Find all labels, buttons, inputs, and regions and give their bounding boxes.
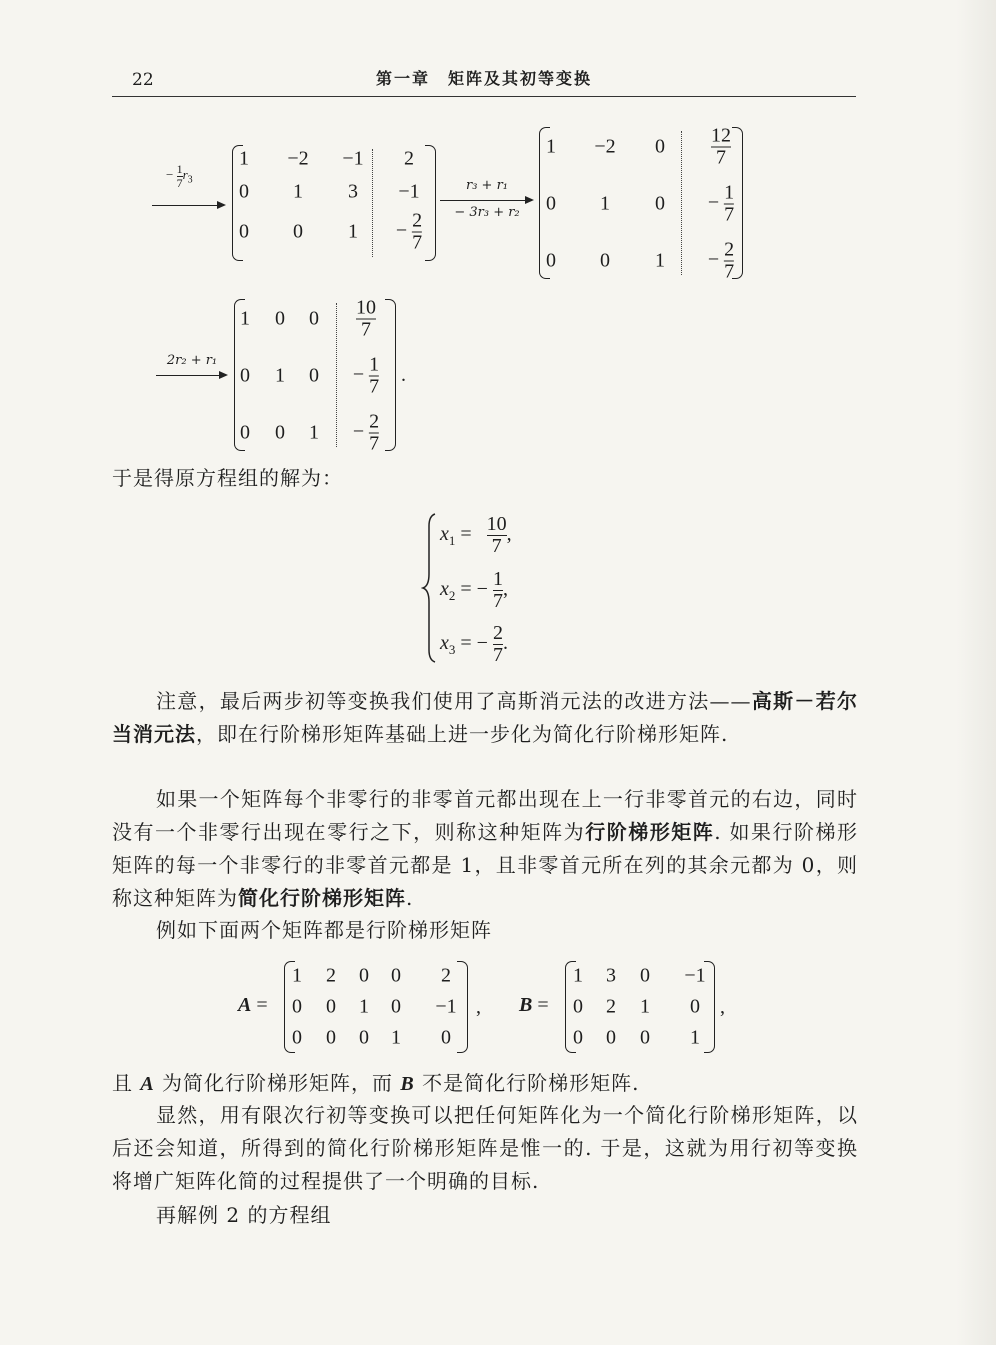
solution-value <box>476 622 503 666</box>
matrix-entry: 0 <box>573 1026 583 1049</box>
matrix-entry: 0 <box>275 421 285 444</box>
solution-value-sign: − <box>476 632 493 655</box>
matrix-entry: 1 <box>391 1026 401 1049</box>
matrix-entry: 0 <box>600 249 610 272</box>
solution-equals: = <box>455 578 477 601</box>
paragraph-A-B <box>112 1067 858 1101</box>
solution-line <box>440 569 508 612</box>
augmented-entry <box>353 412 379 455</box>
matrix-entry: 0 <box>441 1026 451 1049</box>
matrix-entry: 0 <box>309 364 319 387</box>
matrix-entry: 0 <box>640 1026 650 1049</box>
para2-text1: 如果一个矩阵每个非零行的非零首元都出现在上一行非零首元的右边，同时没有一个非零行出现在零行之下，则称这种矩阵为 <box>112 787 858 844</box>
right-bracket <box>385 299 396 451</box>
augmented-entry-num: 2 <box>724 238 735 261</box>
augmented-entry-fraction <box>412 211 422 254</box>
matrix-entry: 2 <box>326 964 336 987</box>
matrix-entry: 0 <box>359 964 369 987</box>
augmented-entry-sign: − <box>395 219 413 242</box>
op2-bottom-label: − 3r₃ + r₂ <box>454 205 520 220</box>
augmented-entry <box>708 183 734 226</box>
matrix-entry: 0 <box>391 964 401 987</box>
matrix-entry: 0 <box>573 995 583 1018</box>
op2-top-label: r₃ + r₁ <box>465 178 509 193</box>
para3-t1: 且 <box>112 1071 141 1095</box>
para3-B: B <box>400 1073 415 1095</box>
solution-value-num: 1 <box>492 568 503 590</box>
matrix-entry: 0 <box>326 995 336 1018</box>
augmented-entry: −1 <box>398 180 420 203</box>
augmented-entry-sign: − <box>707 191 725 214</box>
para3-A: A <box>140 1073 155 1095</box>
term-reduced-row-echelon: 简化行阶梯形矩阵 <box>238 886 406 910</box>
solution-value-fraction <box>493 623 503 666</box>
matrix-entry: −1 <box>435 995 457 1018</box>
matrix-entry: 0 <box>690 995 700 1018</box>
matrix-entry: 0 <box>655 135 665 158</box>
matrix-B-eq: = <box>537 994 549 1016</box>
matrix-entry: 1 <box>600 192 610 215</box>
matrix-entry: −2 <box>594 135 616 158</box>
solution-value-den: 7 <box>492 590 503 612</box>
page-header <box>112 62 856 97</box>
solution-variable: x <box>440 578 449 601</box>
matrix-entry: 1 <box>292 964 302 987</box>
solution-variable: x <box>440 632 449 655</box>
matrix-entry: 0 <box>292 995 302 1018</box>
matrix-entry: 0 <box>640 964 650 987</box>
arrow-2 <box>440 200 532 201</box>
augment-separator <box>336 303 337 447</box>
matrix-entry: 1 <box>309 421 319 444</box>
augmented-entry: 2 <box>404 147 414 170</box>
solution-value-num: 10 <box>486 513 507 535</box>
example-intro: 例如下面两个矩阵都是行阶梯形矩阵 <box>156 918 492 942</box>
solution-value-fraction <box>487 514 507 557</box>
solution-value-den: 7 <box>492 644 503 666</box>
matrix-entry: 1 <box>359 995 369 1018</box>
para1-text2: ，即在行阶梯形矩阵基础上进一步化为简化行阶梯形矩阵. <box>196 722 729 746</box>
augmented-entry-fraction <box>356 298 376 341</box>
matrix-entry: −1 <box>342 147 364 170</box>
matrix-A <box>284 961 468 1053</box>
solution-subscript: 2 <box>448 588 456 604</box>
matrix-entry: 0 <box>240 421 250 444</box>
matrix-A-comma: , <box>476 996 481 1018</box>
augmented-entry-num: 2 <box>412 209 423 232</box>
op1-den: 7 <box>176 175 183 190</box>
augmented-entry-fraction <box>369 412 379 455</box>
matrix-entry: −1 <box>684 964 706 987</box>
matrix3-period: . <box>401 364 406 386</box>
augmented-entry-sign: − <box>352 363 370 386</box>
matrix-entry: 0 <box>391 995 401 1018</box>
paragraph-uniqueness: 显然，用有限次行初等变换可以把任何矩阵化为一个简化行阶梯形矩阵，以后还会知道，所得到的简化行阶梯形矩阵是惟一的. 于是，这就为用行初等变换将增广矩阵化简的过程提供了一个明确的目标. <box>112 1103 858 1193</box>
term-gauss-jordan: 高斯－若尔当消元法 <box>112 689 859 746</box>
solution-value-fraction <box>493 569 503 612</box>
augmented-matrix-2 <box>539 124 743 283</box>
matrix-entry: 2 <box>441 964 451 987</box>
matrix-entry: 3 <box>348 180 358 203</box>
matrix-entry: 1 <box>293 180 303 203</box>
solution-line <box>440 514 512 557</box>
solution-value <box>486 513 507 557</box>
solution-equals: = <box>455 523 477 546</box>
page-edge-shadow <box>956 0 996 1345</box>
matrix-entry: 0 <box>655 192 665 215</box>
augmented-entry-fraction <box>724 240 734 283</box>
augmented-entry <box>708 240 734 283</box>
matrix-entry: 1 <box>655 249 665 272</box>
augmented-entry <box>356 298 376 341</box>
solution-punct: , <box>506 523 512 546</box>
para2-text2: . 如果行阶梯形矩阵的每一个非零行的非零首元都是 1，且非零首元所在列的其余元都为 0，则称这种矩阵为 <box>112 820 859 910</box>
solution-equals: = <box>455 632 477 655</box>
augmented-entry-sign: − <box>352 420 370 443</box>
augmented-entry-den: 7 <box>711 147 731 169</box>
matrix-B-name: B <box>519 994 533 1016</box>
page-number: 22 <box>132 70 154 90</box>
augmented-entry <box>396 211 422 254</box>
augmented-entry-den: 7 <box>369 375 380 398</box>
solution-intro: 于是得原方程组的解为： <box>112 466 343 490</box>
solution-value <box>476 568 503 612</box>
op1-var: r <box>182 167 188 183</box>
op1-num: 1 <box>176 162 183 176</box>
augmented-entry-den: 7 <box>412 231 423 254</box>
right-bracket <box>457 961 468 1053</box>
matrix-entry: 1 <box>546 135 556 158</box>
matrix-entry: 0 <box>240 364 250 387</box>
matrix-entry: 1 <box>640 995 650 1018</box>
matrix-B-comma: , <box>720 996 725 1018</box>
op1-label <box>166 163 193 189</box>
matrix-entry: 1 <box>690 1026 700 1049</box>
matrix-B <box>565 961 715 1053</box>
solution-punct: , <box>502 578 508 601</box>
matrix-B-label <box>519 994 549 1017</box>
augment-separator <box>681 131 682 275</box>
matrix-entry: 1 <box>275 364 285 387</box>
augmented-entry-den: 7 <box>724 260 735 283</box>
solution-subscript: 3 <box>448 642 456 658</box>
matrix-entry: 1 <box>240 307 250 330</box>
chapter-title: 第一章 矩阵及其初等变换 <box>375 69 592 88</box>
augmented-entry-den: 7 <box>369 432 380 455</box>
matrix-entry: 0 <box>293 220 303 243</box>
augmented-entry-num: 1 <box>369 353 380 376</box>
augmented-matrix-3 <box>234 296 396 455</box>
matrix-entry: 0 <box>606 1026 616 1049</box>
matrix-entry: 2 <box>606 995 616 1018</box>
solution-value-den: 7 <box>487 535 507 557</box>
matrix-entry: 1 <box>573 964 583 987</box>
solution-variable: x <box>440 523 449 546</box>
augmented-entry-sign: − <box>707 248 725 271</box>
op1-sub: 3 <box>187 174 193 186</box>
para3-t2: 为简化行阶梯形矩阵，而 <box>154 1071 401 1095</box>
op3-label: 2r₂ + r₁ <box>166 353 218 368</box>
right-bracket <box>425 145 436 261</box>
matrix-entry: 1 <box>239 147 249 170</box>
solution-subscript: 1 <box>448 533 456 549</box>
augmented-entry-den: 7 <box>356 319 376 341</box>
matrix-A-label <box>238 994 268 1017</box>
para1-text1: 注意，最后两步初等变换我们使用了高斯消元法的改进方法—— <box>156 689 752 713</box>
op1-sign: − <box>166 167 174 183</box>
matrix-entry: 0 <box>309 307 319 330</box>
augmented-entry-num: 1 <box>724 181 735 204</box>
term-row-echelon: 行阶梯形矩阵 <box>585 820 715 844</box>
augmented-entry-num: 2 <box>369 410 380 433</box>
matrix-entry: 0 <box>275 307 285 330</box>
augment-separator <box>372 149 373 257</box>
solution-line <box>440 623 508 666</box>
matrix-entry: 0 <box>239 220 249 243</box>
matrix-entry: 0 <box>326 1026 336 1049</box>
matrix-entry: 3 <box>606 964 616 987</box>
augmented-entry-num: 12 <box>711 124 731 147</box>
matrix-entry: 1 <box>348 220 358 243</box>
augmented-entry <box>353 355 379 398</box>
right-bracket <box>704 961 715 1053</box>
solution-value-num: 2 <box>492 622 503 644</box>
para2-text3: . <box>406 886 414 910</box>
paragraph-gauss-jordan <box>112 685 858 751</box>
matrix-entry: 0 <box>239 180 249 203</box>
solution-value-sign: − <box>476 578 493 601</box>
matrix-A-name: A <box>238 994 252 1016</box>
matrix-entry: 0 <box>546 249 556 272</box>
augmented-entry-num: 10 <box>356 296 376 319</box>
augmented-entry <box>711 126 731 169</box>
paragraph-definitions <box>112 783 858 915</box>
left-brace <box>421 512 439 664</box>
matrix-A-eq: = <box>256 994 268 1016</box>
matrix-entry: −2 <box>287 147 309 170</box>
augmented-matrix-1 <box>232 145 436 261</box>
augmented-entry-fraction <box>724 183 734 226</box>
arrow-3 <box>156 375 226 376</box>
matrix-entry: 0 <box>292 1026 302 1049</box>
para3-t3: 不是简化行阶梯形矩阵. <box>414 1071 640 1095</box>
arrow-1 <box>152 205 224 206</box>
solution-punct: . <box>502 632 508 655</box>
augmented-entry-fraction <box>711 126 731 169</box>
augmented-entry-den: 7 <box>724 203 735 226</box>
augmented-entry-fraction <box>369 355 379 398</box>
paragraph-example2: 再解例 2 的方程组 <box>156 1203 332 1227</box>
matrix-entry: 0 <box>546 192 556 215</box>
matrix-entry: 0 <box>359 1026 369 1049</box>
